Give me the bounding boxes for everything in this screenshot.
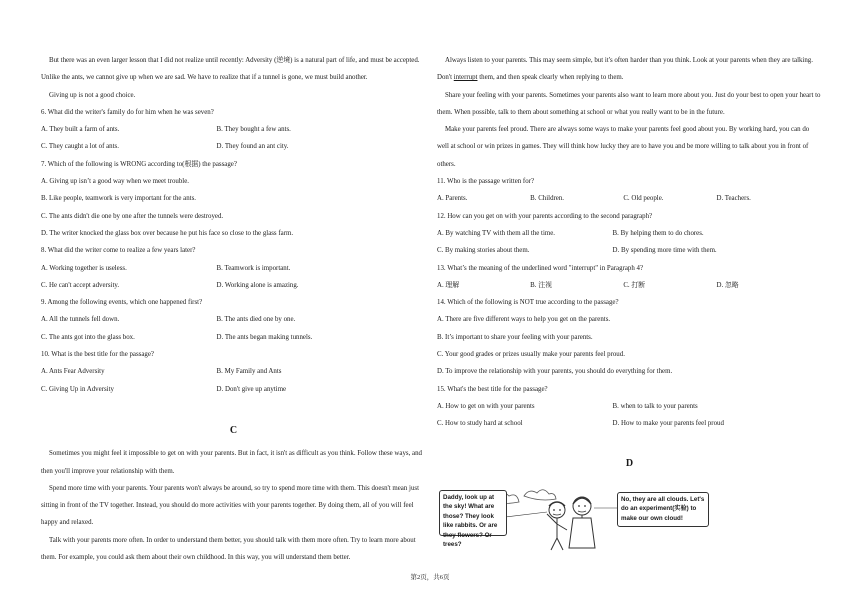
option: A. How to get on with your parents [437, 402, 535, 410]
option: C. Giving Up in Adversity [41, 385, 114, 393]
options-row [437, 398, 822, 415]
option: B. Children. [530, 195, 565, 203]
option: C. Your good grades or prizes usually make your parents feel proud. [437, 351, 625, 359]
options-row [41, 381, 426, 398]
option: B. My Family and Ants [216, 368, 282, 376]
passage-paragraph: But there was an even larger lesson that I did not realize until recently: Adversity (逆境) is a natural part of life, and must be accepted. Unlike the ants, we cannot give up when we are sad. We have to realize that if a tunnel is gone, we must build another. [41, 57, 420, 82]
option: C. He can't accept adversity. [41, 281, 120, 289]
options-row [437, 242, 822, 259]
option: B. The ants died one by one. [216, 316, 296, 324]
option: A. Parents. [437, 195, 468, 203]
options-row [41, 311, 426, 328]
question-15: 15. What's the best title for the passage? [437, 385, 548, 393]
question-9: 9. Among the following events, which one happened first? [41, 299, 203, 307]
option: D. They found an ant city. [216, 143, 289, 151]
passage-paragraph: Make your parents feel proud. There are always some ways to make your parents feel good about you. By working hard, you can do well at school or win prizes in games. They will think how lucky they are to have you and be more willing to talk about you in front of others. [437, 126, 810, 168]
option: C. How to study hard at school [437, 420, 523, 428]
option: A. Ants Fear Adversity [41, 368, 105, 376]
option: A. Working together is useless. [41, 264, 127, 272]
option: D. 忽略 [716, 281, 739, 289]
text-segment: them, and then speak clearly when replying to them. [477, 74, 624, 82]
question-10: 10. What is the best title for the passage? [41, 351, 154, 359]
option: B. when to talk to your parents [612, 402, 698, 410]
options-row [41, 260, 426, 277]
passage-paragraph: Spend more time with your parents. Your parents won't always be around, so try to spend more time with them. This doesn't mean just sitting in front of the TV together. Instead, you should do more activities with your parents together. By doing them, all of you will feel happy and relaxed. [41, 484, 419, 527]
option: C. Old people. [623, 195, 664, 203]
speech-bubble-father: No, they are all clouds. Let's do an experiment(实验) to make our own cloud! [617, 492, 709, 527]
question-7: 7. Which of the following is WRONG according to(根据) the passage? [41, 160, 237, 168]
option: B. Like people, teamwork is very important for the ants. [41, 195, 196, 203]
question-12: 12. How can you get on with your parents according to the second paragraph? [437, 212, 653, 220]
options-row [437, 225, 822, 242]
options-row [41, 138, 426, 155]
options-row [41, 363, 426, 380]
page-footer: 第2页，共6页 [410, 574, 450, 581]
option: C. By making stories about them. [437, 247, 530, 255]
option: B. They bought a few ants. [216, 126, 291, 134]
speech-bubble-child: Daddy, look up at the sky! What are those? They look like rabbits. Or are they flowers? Or trees? [439, 490, 507, 536]
right-column [437, 52, 822, 556]
passage-paragraph [437, 52, 822, 87]
option: A. There are five different ways to help you get on the parents. [437, 316, 611, 324]
section-title-c: C [229, 424, 238, 436]
option: B. It’s important to share your feeling with your parents. [437, 333, 593, 341]
option: C. They caught a lot of ants. [41, 143, 119, 151]
option: D. How to make your parents feel proud [612, 420, 724, 428]
underlined-word: interrupt [453, 74, 478, 82]
passage-paragraph: Giving up is not a good choice. [49, 91, 136, 99]
option: B. By helping them to do chores. [612, 229, 704, 237]
question-13: 13. What’s the meaning of the underlined word "interrupt" in Paragraph 4? [437, 264, 644, 272]
option: A. By watching TV with them all the time. [437, 229, 556, 237]
passage-paragraph: Talk with your parents more often. In order to understand them better, you should talk with them more often. Try to learn more about them. For example, you could ask them about their own childhood. In this way, you will understand them better. [41, 536, 416, 562]
left-column [41, 52, 426, 566]
options-row [437, 190, 822, 207]
options-row [41, 277, 426, 294]
cartoon-illustration [439, 478, 739, 556]
option: A. Giving up isn’t a good way when we meet trouble. [41, 178, 189, 186]
question-8: 8. What did the writer come to realize a few years later? [41, 247, 196, 255]
question-14: 14. Which of the following is NOT true according to the passage? [437, 299, 619, 307]
options-row [437, 415, 822, 432]
option: D. Working alone is amazing. [216, 281, 299, 289]
option: B. 注视 [530, 281, 552, 289]
option: D. Teachers. [716, 195, 751, 203]
section-title-d: D [625, 457, 634, 469]
option: C. The ants got into the glass box. [41, 333, 135, 341]
option: C. The ants didn't die one by one after the tunnels were destroyed. [41, 212, 224, 220]
passage-paragraph: Sometimes you might feel it impossible to get on with your parents. But in fact, it isn't as difficult as you think. Follow these ways, and then you'll improve your relationship with them. [41, 450, 422, 475]
option: A. All the tunnels fell down. [41, 316, 120, 324]
options-row [41, 121, 426, 138]
option: D. The ants began making tunnels. [216, 333, 313, 341]
options-row [437, 277, 822, 294]
option: A. They built a farm of ants. [41, 126, 120, 134]
question-6: 6. What did the writer's family do for him when he was seven? [41, 108, 214, 116]
options-row [41, 329, 426, 346]
option: D. By spending more time with them. [612, 247, 717, 255]
question-11: 11. Who is the passage written for? [437, 178, 535, 186]
passage-paragraph: Share your feeling with your parents. Sometimes your parents also want to learn more about you. Just do your best to open your heart to them. When possible, talk to them about something at school or what you really want to be in the future. [437, 91, 821, 116]
option: D. To improve the relationship with your parents, you should do everything for them. [437, 368, 673, 376]
option: C. 打断 [623, 281, 646, 289]
option: D. Don't give up anytime [216, 385, 287, 393]
text-segment: Always listen to your parents. This may seem simple, but it's often harder than you think. Look at your parents when they are talking. Don't [437, 57, 813, 82]
option: B. Teamwork is important. [216, 264, 291, 272]
option: A. 理解 [437, 281, 460, 289]
option: D. The writer knocked the glass box over because he put his face so close to the glass farm. [41, 229, 294, 237]
